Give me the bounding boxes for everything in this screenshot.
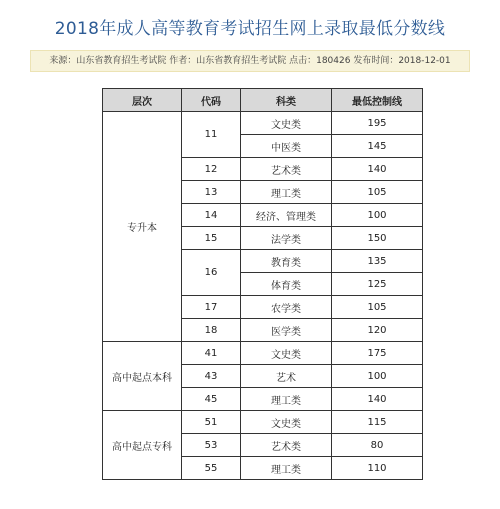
code-cell: 16: [182, 250, 241, 296]
score-cell: 175: [332, 342, 423, 365]
subject-cell: 法学类: [241, 227, 332, 250]
code-cell: 17: [182, 296, 241, 319]
code-cell: 18: [182, 319, 241, 342]
score-cell: 140: [332, 158, 423, 181]
header-score: 最低控制线: [332, 89, 423, 112]
code-cell: 14: [182, 204, 241, 227]
score-cell: 115: [332, 411, 423, 434]
level-cell: 高中起点专科: [103, 411, 182, 480]
code-cell: 43: [182, 365, 241, 388]
subject-cell: 艺术: [241, 365, 332, 388]
score-cell: 100: [332, 365, 423, 388]
page-title: 2018年成人高等教育考试招生网上录取最低分数线: [54, 19, 446, 39]
code-cell: 11: [182, 112, 241, 158]
score-cell: 120: [332, 319, 423, 342]
score-cell: 140: [332, 388, 423, 411]
code-cell: 12: [182, 158, 241, 181]
subject-cell: 理工类: [241, 181, 332, 204]
score-cell: 135: [332, 250, 423, 273]
score-cell: 80: [332, 434, 423, 457]
subject-cell: 教育类: [241, 250, 332, 273]
score-cell: 100: [332, 204, 423, 227]
score-cell: 105: [332, 296, 423, 319]
score-cell: 125: [332, 273, 423, 296]
table-row: [103, 112, 423, 135]
subject-cell: 经济、管理类: [241, 204, 332, 227]
header-code: 代码: [182, 89, 241, 112]
code-cell: 41: [182, 342, 241, 365]
score-cell: 110: [332, 457, 423, 480]
score-cell: 105: [332, 181, 423, 204]
subject-cell: 艺术类: [241, 434, 332, 457]
code-cell: 55: [182, 457, 241, 480]
code-cell: 51: [182, 411, 241, 434]
subject-cell: 理工类: [241, 457, 332, 480]
code-cell: 13: [182, 181, 241, 204]
code-cell: 53: [182, 434, 241, 457]
subject-cell: 艺术类: [241, 158, 332, 181]
score-cell: 195: [332, 112, 423, 135]
subject-cell: 文史类: [241, 112, 332, 135]
code-cell: 45: [182, 388, 241, 411]
header-level: 层次: [103, 89, 182, 112]
article-meta: 来源：山东省教育招生考试院 作者：山东省教育招生考试院 点击：180426 发布时间：2018-12-01: [30, 50, 470, 72]
code-cell: 15: [182, 227, 241, 250]
score-cell: 150: [332, 227, 423, 250]
subject-cell: 文史类: [241, 411, 332, 434]
subject-cell: 农学类: [241, 296, 332, 319]
table-header-row: [103, 89, 423, 112]
subject-cell: 体育类: [241, 273, 332, 296]
subject-cell: 中医类: [241, 135, 332, 158]
level-cell: 高中起点本科: [103, 342, 182, 411]
score-cell: 145: [332, 135, 423, 158]
subject-cell: 理工类: [241, 388, 332, 411]
table-row: [103, 342, 423, 365]
header-subject: 科类: [241, 89, 332, 112]
level-cell: 专升本: [103, 112, 182, 342]
score-table: [102, 88, 423, 480]
subject-cell: 医学类: [241, 319, 332, 342]
subject-cell: 文史类: [241, 342, 332, 365]
table-row: [103, 411, 423, 434]
